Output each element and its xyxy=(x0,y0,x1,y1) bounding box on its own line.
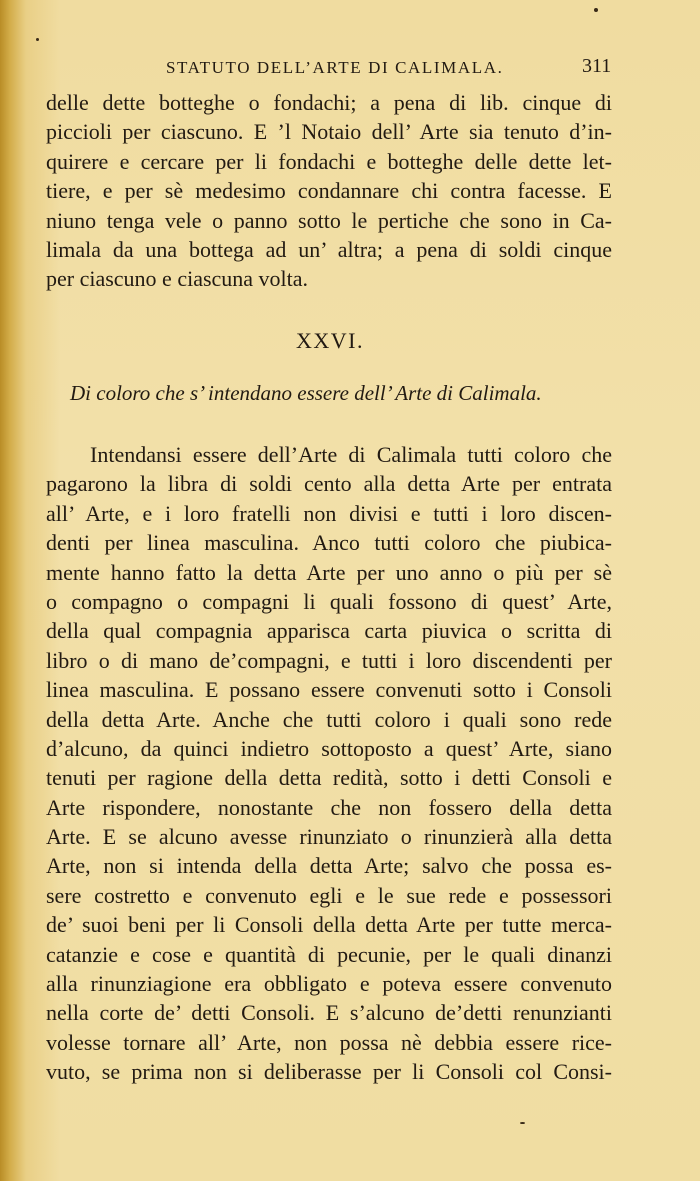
text-line: Arte rispondere, nonostante che non fossero della detta xyxy=(46,794,612,820)
paper-speck xyxy=(594,8,598,12)
page-number: 311 xyxy=(582,55,612,77)
text-line: Intendansi essere dell’Arte di Calimala tutti coloro che xyxy=(90,442,612,467)
section-number: XXVI. xyxy=(296,328,364,353)
text-line: de’ suoi beni per li Consoli della detta Arte per tutte merca- xyxy=(46,912,612,938)
paper-speck xyxy=(36,38,39,41)
text-line: denti per linea masculina. Anco tutti coloro che piubica- xyxy=(46,530,612,556)
paragraph-body xyxy=(46,440,612,1087)
text-line: della detta Arte. Anche che tutti coloro i quali sono rede xyxy=(46,706,612,732)
text-line: tiere, e per sè medesimo condannare chi contra facesse. E xyxy=(46,178,612,204)
text-line: limala da una bottega ad un’ altra; a pena di soldi cinque xyxy=(46,236,612,262)
text-line: pagarono la libra di soldi cento alla detta Arte per entrata xyxy=(46,471,612,497)
text-line: sere costretto e convenuto egli e le sue rede e possessori xyxy=(46,882,612,908)
text-line: libro o di mano de’compagni, e tutti i loro discendenti per xyxy=(46,647,612,673)
text-line: niuno tenga vele o panno sotto le pertiche che sono in Ca- xyxy=(46,207,612,233)
text-line: vuto, se prima non si deliberasse per li Consoli col Consi- xyxy=(46,1059,612,1085)
running-title: STATUTO DELL’ARTE DI CALIMALA. xyxy=(166,58,504,77)
text-line: quirere e cercare per li fondachi e botteghe delle dette let- xyxy=(46,148,612,174)
paper-speck xyxy=(520,1122,525,1124)
text-line: piccioli per ciascuno. E ’l Notaio dell’ Arte sia tenuto d’in- xyxy=(46,119,612,145)
text-line: della qual compagnia apparisca carta piuvica o scritta di xyxy=(46,618,612,644)
running-header xyxy=(0,55,700,82)
text-line: linea masculina. E possano essere convenuti sotto i Consoli xyxy=(46,677,612,703)
text-line: d’alcuno, da quinci indietro sottoposto a quest’ Arte, siano xyxy=(46,735,612,761)
text-line: alla rinunziagione era obbligato e poteva essere convenuto xyxy=(46,971,612,997)
text-line: volesse tornare all’ Arte, non possa nè debbia essere rice- xyxy=(46,1029,612,1055)
text-line: nella corte de’ detti Consoli. E s’alcuno de’detti renunzianti xyxy=(46,1000,612,1026)
text-line: per ciascuno e ciascuna volta. xyxy=(46,266,309,292)
text-line: Arte, non si intenda della detta Arte; salvo che possa es- xyxy=(46,853,612,879)
paragraph-continued xyxy=(46,88,612,294)
text-line: delle dette botteghe o fondachi; a pena di lib. cinque di xyxy=(46,90,612,115)
text-line: mente hanno fatto la detta Arte per uno anno o più per sè xyxy=(46,559,612,585)
text-line: all’ Arte, e i loro fratelli non divisi e tutti i loro discen- xyxy=(46,500,612,526)
text-line: Arte. E se alcuno avesse rinunziato o rinunzierà alla detta xyxy=(46,824,612,850)
text-line: o compagno o compagni li quali fossono di quest’ Arte, xyxy=(46,588,612,614)
text-line: catanzie e cose e quantità di pecunie, per le quali dinanzi xyxy=(46,941,612,967)
text-line: tenuti per ragione della detta redità, sotto i detti Consoli e xyxy=(46,765,612,791)
section-title: Di coloro che s’ intendano essere dell’ Arte di Calimala. xyxy=(70,381,542,405)
